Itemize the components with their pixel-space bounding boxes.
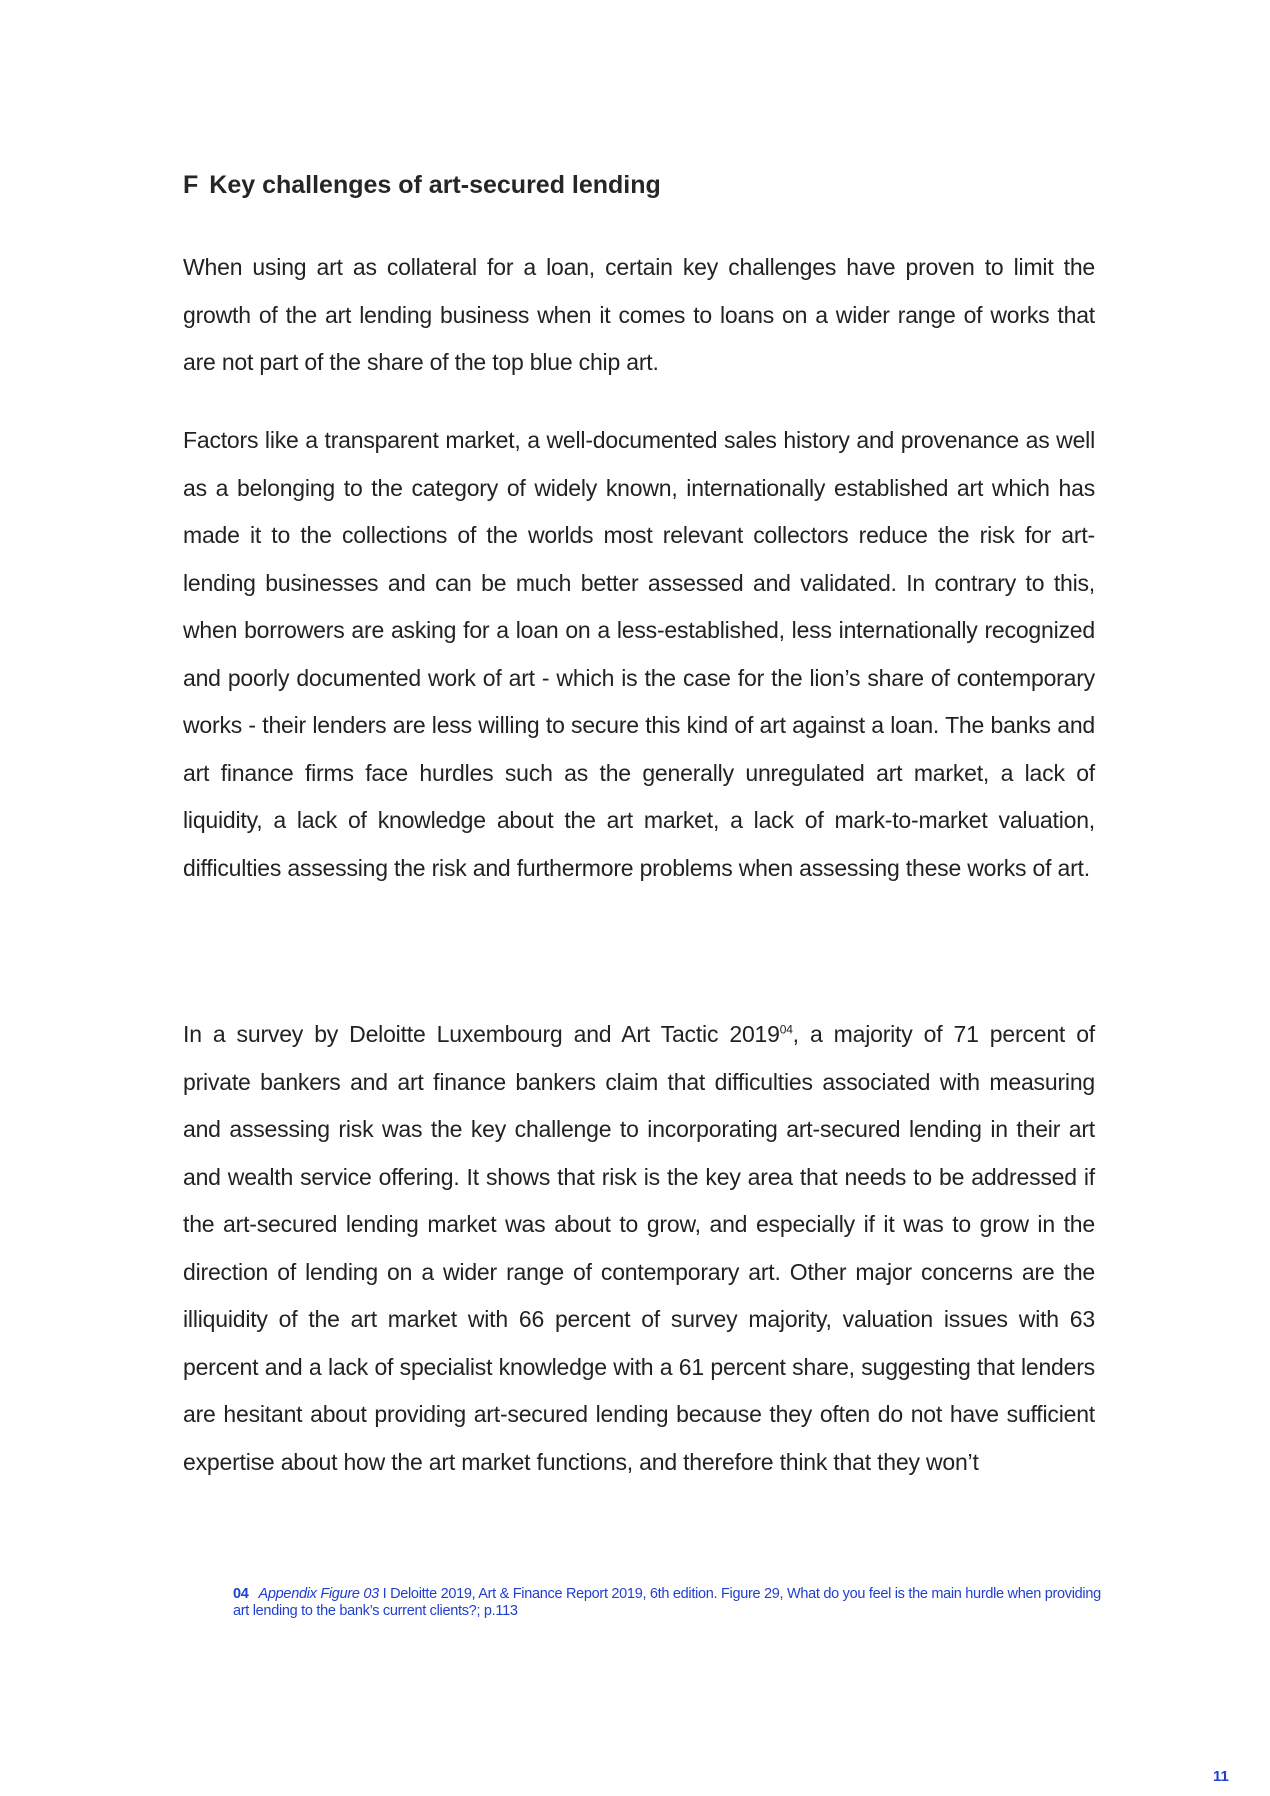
- paragraph-3: [183, 1011, 1095, 1486]
- section-heading: [183, 171, 661, 200]
- footnote: [233, 1586, 1103, 1620]
- paragraph-2: Factors like a transparent market, a well-documented sales history and provenance as well as a belonging to the category of widely known, internationally established art which has made it to the collections of the worlds most relevant collectors reduce the risk for art-lending businesses and can be much better assessed and validated. In contrary to this, when borrowers are asking for a loan on a less-established, less internationally recognized and poorly documented work of art - which is the case for the lion’s share of contemporary works - their lenders are less willing to secure this kind of art against a loan. The banks and art finance firms face hurdles such as the generally unregulated art market, a lack of liquidity, a lack of knowledge about the art market, a lack of mark-to-market valuation, difficulties assessing the risk and furthermore problems when assessing these works of art.: [183, 427, 1095, 881]
- section-title: Key challenges of art-secured lending: [209, 171, 661, 199]
- footnote-reference-marker[interactable]: 04: [779, 1022, 793, 1037]
- paragraph-3-text-end: , a majority of 71 percent of private bankers and art finance bankers claim that difficulties associated with measuring and assessing risk was the key challenge to incorporating art-secured lending in their art and wealth service offering. It shows that risk is the key area that needs to be addressed if the art-secured lending market was about to grow, and especially if it was to grow in the direction of lending on a wider range of contemporary art. Other major concerns are the illiquidity of the art market with 66 percent of survey majority, valuation issues with 63 percent and a lack of specialist knowledge with a 61 percent share, suggesting that lenders are hesitant about providing art-secured lending because they often do not have sufficient expertise about how the art market functions, and therefore think that they won’t: [183, 1021, 1095, 1475]
- footnote-number: 04: [233, 1586, 249, 1602]
- paragraph-3-text-start: In a survey by Deloitte Luxembourg and Art Tactic 2019: [183, 1021, 780, 1047]
- page-number: 11: [1213, 1768, 1229, 1785]
- paragraph-1: When using art as collateral for a loan, certain key challenges have proven to limit the growth of the art lending business when it comes to loans on a wider range of works that are not part of the share of the top blue chip art.: [183, 254, 1095, 375]
- footnote-text: I Deloitte 2019, Art & Finance Report 2019, 6th edition. Figure 29, What do you feel is the main hurdle when providing art lending to the bank’s current clients?; p.113: [233, 1586, 1101, 1619]
- section-letter: F: [183, 171, 199, 199]
- footnote-appendix-reference: Appendix Figure 03: [258, 1586, 379, 1602]
